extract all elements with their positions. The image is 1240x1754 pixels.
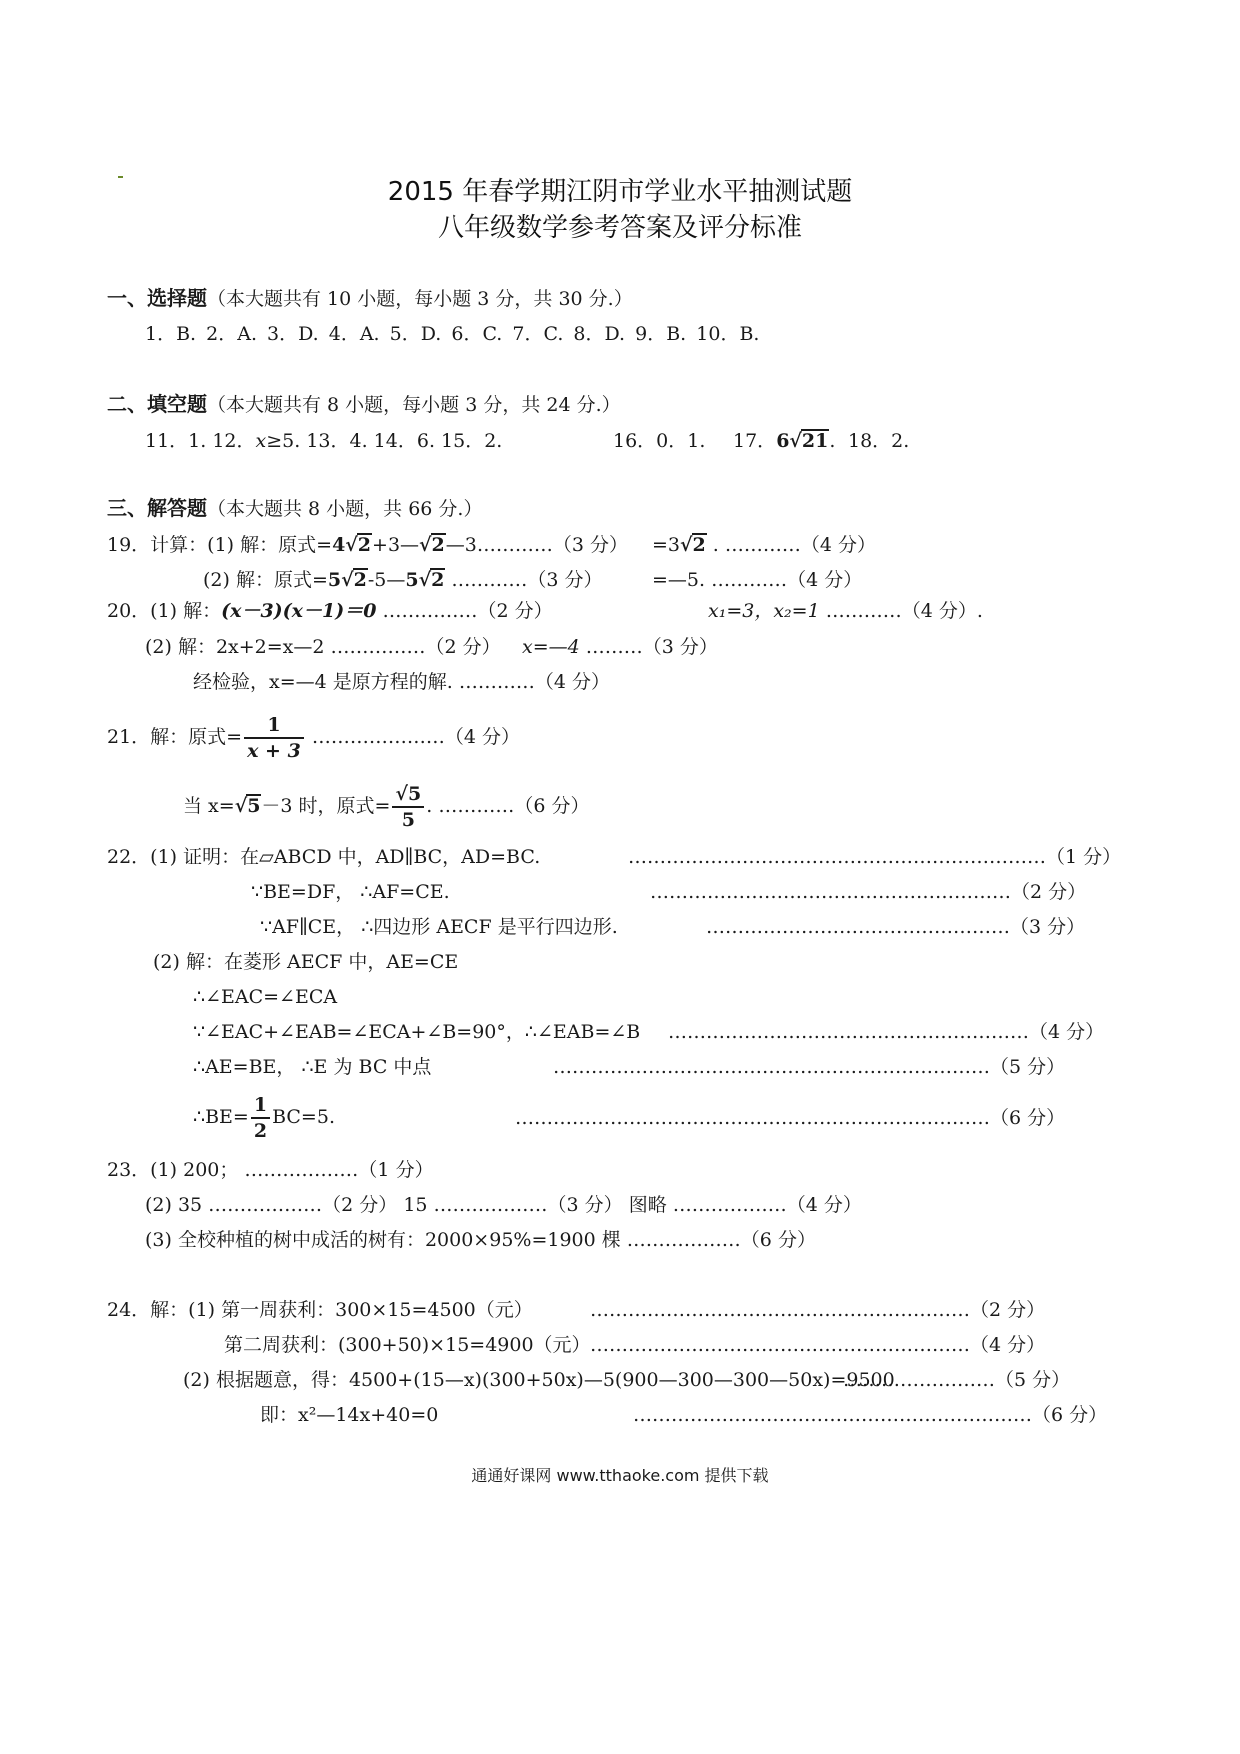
roots: x₁=3，x₂=1 bbox=[708, 600, 820, 622]
q20-line2 bbox=[145, 635, 501, 659]
coef: 4 bbox=[332, 534, 346, 556]
label: 20．(1) 解： bbox=[107, 600, 222, 622]
q22-score5: ……………………………………………………………（5 分） bbox=[553, 1056, 1066, 1078]
section-heading-fill-blank bbox=[107, 392, 621, 417]
page-subtitle: 八年级数学参考答案及评分标准 bbox=[437, 213, 802, 243]
answer-end: . bbox=[829, 430, 836, 452]
q24-line3: (2) 根据题意，得：4500+(15—x)(300+50x)—5(900—300—300—50x)=9500 bbox=[183, 1369, 895, 1391]
radicand: 21 bbox=[801, 430, 829, 452]
score: …………（4 分） bbox=[458, 671, 610, 693]
q22-line8 bbox=[193, 1093, 335, 1143]
sqrt-expression: √2 bbox=[419, 534, 445, 556]
sqrt-expression: 4√2 bbox=[332, 534, 372, 556]
score: …………（4 分）. bbox=[825, 600, 983, 622]
q19-result1: =3√2 . …………（4 分） bbox=[652, 534, 877, 556]
q24-score3: ……………………（5 分） bbox=[843, 1369, 1071, 1391]
text: ∴BE= bbox=[193, 1106, 249, 1128]
q22-line6: ∵∠EAC+∠EAB=∠ECA+∠B=90°，∴∠EAB=∠B bbox=[193, 1021, 641, 1043]
result: =3 bbox=[652, 534, 681, 556]
text: －3 时，原式= bbox=[261, 795, 391, 817]
q24-line4: 即：x²—14x+40=0 bbox=[260, 1404, 439, 1426]
sqrt-expression: √5 bbox=[234, 795, 261, 817]
sqrt-expression: 6√21 bbox=[776, 430, 829, 452]
q20-result bbox=[522, 635, 718, 659]
q24-line2: 第二周获利：(300+50)×15=4900（元） bbox=[224, 1334, 591, 1356]
numerator: 1 bbox=[251, 1093, 270, 1119]
radicand: 5 bbox=[247, 795, 261, 817]
q19-line2 bbox=[203, 568, 603, 592]
denominator: x + 3 bbox=[247, 740, 301, 762]
section-note: （本大题共有 8 小题，每小题 3 分，共 24 分.） bbox=[207, 394, 621, 416]
q22-score4: …………………………………………………（4 分） bbox=[668, 1021, 1105, 1043]
result: =—5. bbox=[652, 569, 706, 591]
label: 21．解：原式= bbox=[107, 726, 243, 748]
q22-line4: (2) 解：在菱形 AECF 中，AE=CE bbox=[153, 951, 459, 973]
q22-line2: ∵BE=DF， ∴AF=CE. bbox=[251, 881, 450, 903]
answer-text: ≥5. 13．4. 14．6. 15．2. bbox=[266, 430, 503, 452]
footer-credit: 通通好课网 www.tthaoke.com 提供下载 bbox=[471, 1466, 769, 1485]
sqrt-expression: √2 bbox=[680, 534, 706, 556]
q23-line2: (2) 35 ………………（2 分） 15 ………………（3 分） 图略 ………………（4 分） bbox=[145, 1194, 862, 1216]
q19-line1 bbox=[107, 533, 628, 557]
fraction bbox=[244, 713, 304, 763]
q20-roots bbox=[708, 599, 983, 623]
coef: 5 bbox=[327, 569, 342, 591]
radicand: 5 bbox=[407, 783, 422, 805]
answer-text: 11．1. 12． bbox=[145, 430, 256, 452]
section-note: （本大题共 8 小题，共 66 分.） bbox=[207, 498, 483, 520]
q22-score3: …………………………………………（3 分） bbox=[706, 916, 1086, 938]
label: (2) 解：原式= bbox=[203, 569, 328, 591]
result: x=—4 bbox=[522, 636, 580, 658]
section-heading-solutions bbox=[107, 496, 482, 521]
numerator: 1 bbox=[244, 713, 304, 739]
fill-answer-17 bbox=[733, 429, 835, 453]
label: (2) 解：2x+2=x—2 bbox=[145, 636, 325, 658]
score: …………………（4 分） bbox=[311, 726, 520, 748]
term: -5— bbox=[367, 569, 406, 591]
score: …………（4 分） bbox=[711, 569, 863, 591]
q23-line1: 23．(1) 200； ………………（1 分） bbox=[107, 1159, 434, 1181]
fill-answers bbox=[145, 429, 502, 453]
q22-score6: …………………………………………………………………（6 分） bbox=[515, 1107, 1066, 1129]
score: …………（3 分） bbox=[451, 569, 603, 591]
fraction bbox=[392, 782, 424, 832]
q20-line1 bbox=[107, 599, 553, 623]
score: …………（3 分） bbox=[476, 534, 629, 556]
score: …………（6 分） bbox=[438, 795, 590, 817]
answer-var: x bbox=[255, 430, 267, 452]
sqrt-expression: 5√2 bbox=[327, 569, 367, 591]
term: +3— bbox=[372, 534, 420, 556]
fill-answer-18: 18．2. bbox=[848, 430, 910, 452]
section-title: 二、填空题 bbox=[107, 392, 207, 416]
coef: 6 bbox=[776, 430, 790, 452]
q24-score2: ……………………………………………………（4 分） bbox=[590, 1334, 1046, 1356]
q22-line5: ∴∠EAC=∠ECA bbox=[193, 986, 338, 1008]
denominator: 2 bbox=[253, 1120, 268, 1142]
sqrt-expression: 5√2 bbox=[405, 569, 445, 591]
q22-score2: …………………………………………………（2 分） bbox=[650, 881, 1087, 903]
section-title: 三、解答题 bbox=[107, 496, 207, 520]
mc-answers: 1．B. 2．A. 3．D. 4．A. 5．D. 6．C. 7．C. 8．D. 9．B. 10．B. bbox=[145, 323, 760, 345]
q24-score4: ………………………………………………………（6 分） bbox=[633, 1404, 1108, 1426]
section-note: （本大题共有 10 小题，每小题 3 分，共 30 分.） bbox=[207, 288, 633, 310]
q24-line1: 24．解：(1) 第一周获利：300×15=4500（元） bbox=[107, 1299, 533, 1321]
numerator: √5 bbox=[392, 782, 424, 808]
radicand: 2 bbox=[357, 534, 372, 556]
q23-line3: (3) 全校种植的树中成活的树有：2000×95%=1900 棵 ………………（6 分） bbox=[145, 1229, 816, 1251]
radicand: 2 bbox=[431, 569, 445, 591]
q20-check bbox=[193, 670, 610, 694]
radicand: 2 bbox=[353, 569, 367, 591]
score: …………（4 分） bbox=[724, 534, 877, 556]
radicand: 2 bbox=[692, 534, 706, 556]
q22-line3: ∵AF∥CE， ∴四边形 AECF 是平行四边形. bbox=[260, 916, 618, 938]
q24-score1: ……………………………………………………（2 分） bbox=[590, 1299, 1046, 1321]
check-text: 经检验，x=—4 是原方程的解. bbox=[193, 671, 453, 693]
label: 19．计算：(1) 解：原式= bbox=[107, 534, 333, 556]
section-title: 一、选择题 bbox=[107, 286, 207, 310]
q21-line1 bbox=[107, 713, 520, 763]
q21-line2: 当 x=√5－3 时，原式= $\frac{√5}{5}$ . …………（6 分） bbox=[183, 783, 590, 831]
q19-result2 bbox=[652, 568, 862, 592]
q22-score1: …………………………………………………………（1 分） bbox=[628, 846, 1122, 868]
radicand: 2 bbox=[431, 534, 445, 556]
score: ……………（2 分） bbox=[330, 636, 501, 658]
page-title: 2015 年春学期江阴市学业水平抽测试题 bbox=[387, 177, 853, 207]
score: ………（3 分） bbox=[585, 636, 718, 658]
term: —3 bbox=[445, 534, 477, 556]
denominator: 5 bbox=[401, 809, 415, 831]
fill-answer-16: 16．0．1. bbox=[613, 430, 706, 452]
text: BC=5. bbox=[272, 1106, 335, 1128]
q22-line1: 22．(1) 证明：在▱ABCD 中，AD∥BC，AD=BC. bbox=[107, 846, 541, 868]
fraction bbox=[251, 1093, 270, 1143]
q22-line7: ∴AE=BE， ∴E 为 BC 中点 bbox=[193, 1056, 432, 1078]
score: ……………（2 分） bbox=[382, 600, 553, 622]
coef: 5 bbox=[405, 569, 419, 591]
answer-label: 17． bbox=[733, 430, 777, 452]
equation: (x－3)(x－1)＝0 bbox=[221, 600, 377, 622]
text: 当 x= bbox=[183, 795, 235, 817]
section-heading-multiple-choice bbox=[107, 286, 633, 311]
